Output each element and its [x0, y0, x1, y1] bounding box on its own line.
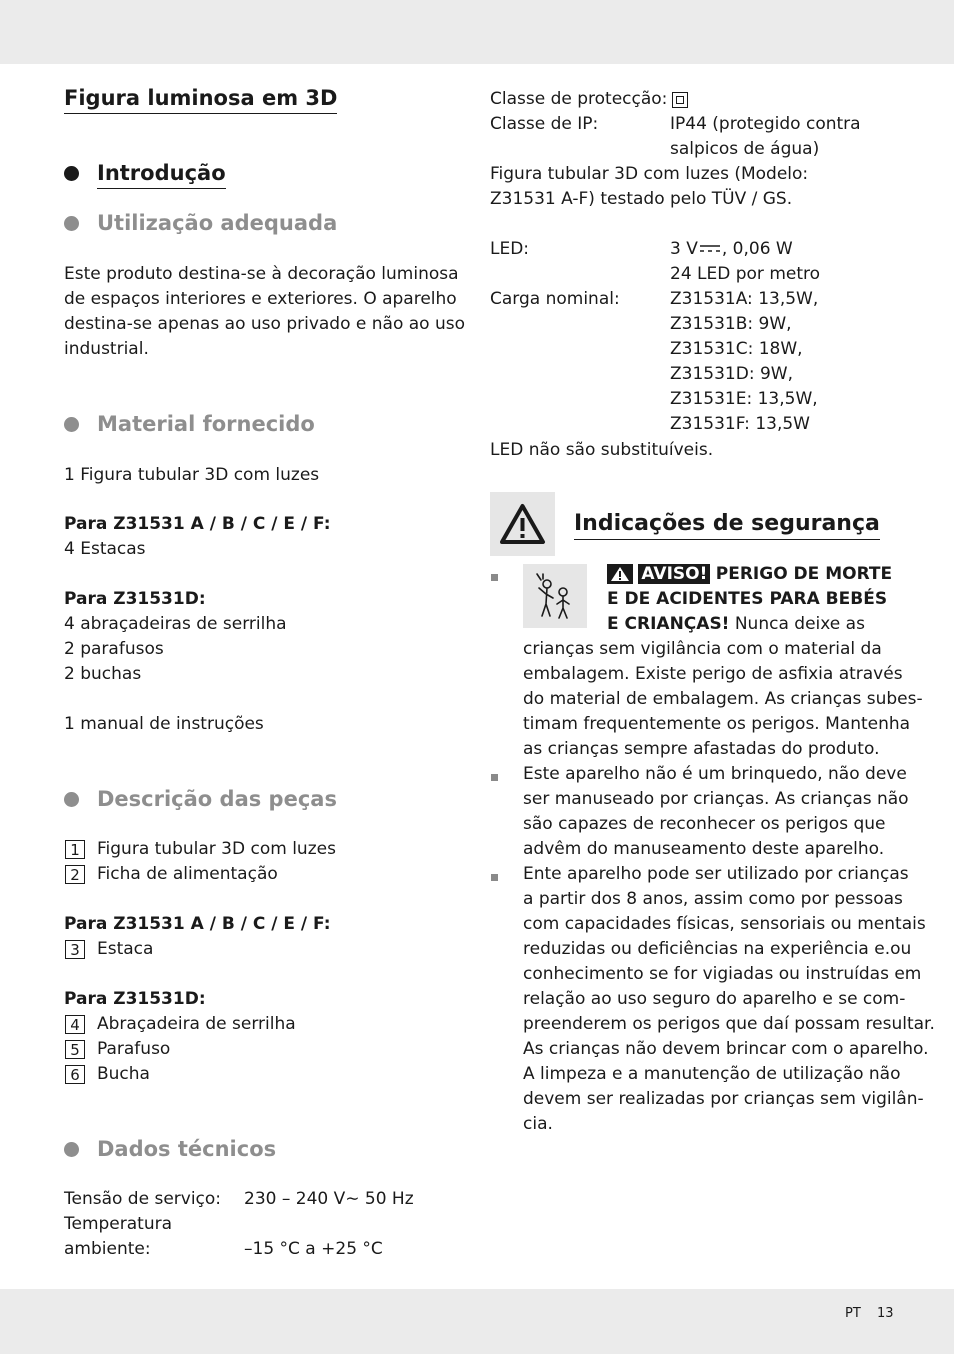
list-bullet-icon: [491, 874, 498, 881]
spec-label: LED:: [490, 239, 530, 259]
part-label: Abraçadeira de serrilha: [97, 1014, 296, 1034]
safety-line: advêm do manuseamento deste aparelho.: [523, 839, 885, 859]
heading-introducao: Introdução: [97, 159, 226, 189]
tech-value: –15 °C a +25 °C: [244, 1239, 383, 1259]
safety-line: Este aparelho não é um brinquedo, não deve: [523, 764, 907, 784]
section-bullet-icon: [64, 166, 79, 181]
part-number: 4: [65, 1015, 85, 1034]
aviso-label: AVISO!: [638, 564, 710, 584]
safety-line: preenderem os perigos que daí possam resultar.: [523, 1014, 935, 1034]
supplied-item: 4 abraçadeiras de serrilha: [64, 614, 287, 634]
tech-value: 230 – 240 V∼ 50 Hz: [244, 1189, 414, 1209]
spec-value: 24 LED por metro: [670, 264, 821, 284]
safety-line: devem ser realizadas por crianças sem vigilân-: [523, 1089, 924, 1109]
safety-line: relação ao uso seguro do aparelho e se com-: [523, 989, 906, 1009]
usage-line: industrial.: [64, 339, 149, 359]
safety-line: As crianças não devem brincar com o aparelho.: [523, 1039, 929, 1059]
safety-line: Ente aparelho pode ser utilizado por crianças: [523, 864, 909, 884]
safety-line: reduzidas ou deficiências na experiência e.ou: [523, 939, 912, 959]
safety-line: cia.: [523, 1114, 553, 1134]
list-bullet-icon: [491, 574, 498, 581]
safety-line: ser manuseado por crianças. As crianças não: [523, 789, 909, 809]
load-value: Z31531B: 9W,: [670, 314, 792, 334]
warning-line: E DE ACIDENTES PARA BEBÉS: [607, 589, 888, 609]
part-number: 2: [65, 865, 85, 884]
safety-line: são capazes de reconhecer os perigos que: [523, 814, 886, 834]
heading-material: Material fornecido: [97, 412, 315, 436]
heading-descricao: Descrição das peças: [97, 787, 337, 811]
spec-label: Carga nominal:: [490, 289, 620, 309]
supplied-item: 1 Figura tubular 3D com luzes: [64, 465, 320, 485]
child-icon-box: [523, 564, 587, 628]
warning-line: [607, 562, 892, 587]
load-value: Z31531A: 13,5W,: [670, 289, 819, 309]
supplied-subheading: Para Z31531D:: [64, 589, 206, 609]
document-title: Figura luminosa em 3D: [64, 84, 337, 114]
parts-subheading: Para Z31531D:: [64, 989, 206, 1009]
warning-line: [607, 612, 865, 637]
warning-icon-box: [490, 492, 555, 556]
usage-line: de espaços interiores e exteriores. O aparelho: [64, 289, 457, 309]
spec-value: [670, 237, 793, 262]
safety-line: com capacidades físicas, sensoriais ou mentais: [523, 914, 926, 934]
spec-text: Z31531 A-F) testado pelo TÜV / GS.: [490, 189, 793, 209]
safety-line: crianças sem vigilância com o material da: [523, 639, 882, 659]
usage-line: Este produto destina-se à decoração luminosa: [64, 264, 459, 284]
load-value: Z31531C: 18W,: [670, 339, 803, 359]
spec-value: IP44 (protegido contra: [670, 114, 861, 134]
supplied-item: 1 manual de instruções: [64, 714, 264, 734]
page-number: 13: [877, 1306, 894, 1321]
section-bullet-icon: [64, 417, 79, 432]
safety-line: conhecimento se for vigiadas ou instruídas em: [523, 964, 922, 984]
tech-label: Temperatura: [64, 1214, 173, 1234]
heading-seguranca: Indicações de segurança: [574, 510, 880, 540]
part-label: Estaca: [97, 939, 154, 959]
warning-small-icon: [607, 564, 633, 584]
warning-triangle-icon: [490, 492, 555, 556]
child-danger-icon: [523, 564, 587, 628]
safety-line: A limpeza e a manutenção de utilização não: [523, 1064, 901, 1084]
supplied-item: 4 Estacas: [64, 539, 146, 559]
safety-line: as crianças sempre afastadas do produto.: [523, 739, 880, 759]
spec-label: Classe de protecção:: [490, 89, 668, 109]
spec-label: Classe de IP:: [490, 114, 599, 134]
part-label: Parafuso: [97, 1039, 171, 1059]
tech-label: ambiente:: [64, 1239, 151, 1259]
part-label: Figura tubular 3D com luzes: [97, 839, 336, 859]
heading-dados-tecnicos: Dados técnicos: [97, 1137, 277, 1161]
page-language: PT: [845, 1306, 861, 1321]
safety-line: timam frequentemente os perigos. Mantenha: [523, 714, 911, 734]
supplied-item: 2 buchas: [64, 664, 142, 684]
spec-text: LED não são substituíveis.: [490, 440, 714, 460]
part-number: 3: [65, 940, 85, 959]
direct-current-icon: [698, 243, 722, 255]
part-label: Ficha de alimentação: [97, 864, 278, 884]
safety-line: embalagem. Existe perigo de asfixia através: [523, 664, 903, 684]
spec-text: Figura tubular 3D com luzes (Modelo:: [490, 164, 809, 184]
protection-class-icon: [672, 92, 688, 108]
heading-utilizacao: Utilização adequada: [97, 211, 338, 235]
tech-label: Tensão de serviço:: [64, 1189, 222, 1209]
header-band: [0, 0, 954, 64]
section-bullet-icon: [64, 792, 79, 807]
part-number: 1: [65, 840, 85, 859]
safety-line: do material de embalagem. As crianças subes-: [523, 689, 923, 709]
led-voltage: 3 V: [670, 239, 698, 259]
section-bullet-icon: [64, 216, 79, 231]
warning-text: Nunca deixe as: [729, 614, 865, 634]
footer-band: [0, 1289, 954, 1354]
section-bullet-icon: [64, 1142, 79, 1157]
parts-subheading: Para Z31531 A / B / C / E / F:: [64, 914, 331, 934]
led-power: , 0,06 W: [721, 239, 793, 259]
list-bullet-icon: [491, 774, 498, 781]
load-value: Z31531F: 13,5W: [670, 414, 810, 434]
supplied-subheading: Para Z31531 A / B / C / E / F:: [64, 514, 331, 534]
warning-title: E CRIANÇAS!: [607, 614, 730, 634]
part-number: 5: [65, 1040, 85, 1059]
warning-title: PERIGO DE MORTE: [715, 564, 893, 584]
part-label: Bucha: [97, 1064, 150, 1084]
load-value: Z31531D: 9W,: [670, 364, 793, 384]
safety-line: a partir dos 8 anos, assim como por pessoas: [523, 889, 903, 909]
spec-value: salpicos de água): [670, 139, 820, 159]
part-number: 6: [65, 1065, 85, 1084]
usage-line: destina-se apenas ao uso privado e não ao uso: [64, 314, 466, 334]
load-value: Z31531E: 13,5W,: [670, 389, 818, 409]
supplied-item: 2 parafusos: [64, 639, 164, 659]
